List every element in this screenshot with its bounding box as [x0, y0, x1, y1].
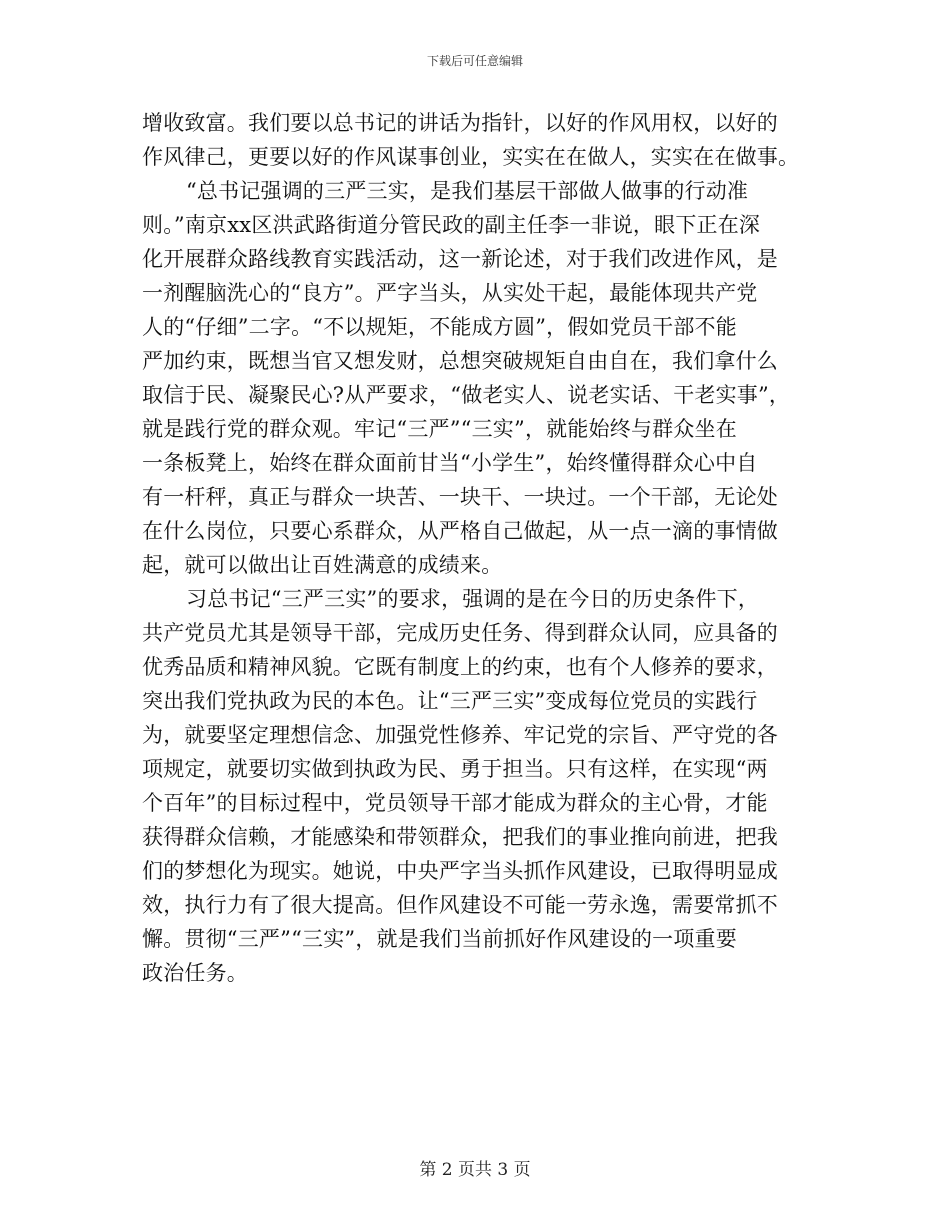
text-line: 优秀品质和精神风貌。它既有制度上的约束，也有个人修养的要求，	[142, 655, 778, 679]
text-line: 在什么岗位，只要心系群众，从严格自己做起，从一点一滴的事情做	[142, 519, 778, 543]
text-line: 个百年”的目标过程中，党员领导干部才能成为群众的主心骨，才能	[142, 791, 768, 815]
text-line: 项规定，就要切实做到执政为民、勇于担当。只有这样，在实现“两	[142, 757, 768, 781]
paragraph-start-line: “总书记强调的三严三实，是我们基层干部做人做事的行动准	[186, 179, 749, 203]
text-line: 就是践行党的群众观。牢记“三严”“三实”，就能始终与群众坐在	[142, 417, 737, 441]
text-line: 们的梦想化为现实。她说，中央严字当头抓作风建设，已取得明显成	[142, 859, 778, 883]
text-line: 化开展群众路线教育实践活动，这一新论述，对于我们改进作风，是	[142, 247, 778, 271]
text-line: 为，就要坚定理想信念、加强党性修养、牢记党的宗旨、严守党的各	[142, 723, 778, 747]
text-line: 严加约束，既想当官又想发财，总想突破规矩自由自在，我们拿什么	[142, 349, 778, 373]
text-line: 政治任务。	[142, 961, 248, 985]
paragraph-start-line: 习总书记“三严三实”的要求，强调的是在今日的历史条件下，	[186, 587, 760, 611]
page-footer: 第 2 页共 3 页	[419, 1160, 531, 1180]
text-line: 懈。贯彻“三严”“三实”，就是我们当前抓好作风建设的一项重要	[142, 927, 737, 951]
text-line: 则。”南京xx区洪武路街道分管民政的副主任李一非说，眼下正在深	[142, 213, 761, 237]
text-line: 作风律己，更要以好的作风谋事创业，实实在在做人，实实在在做事。	[142, 145, 800, 169]
text-line: 效，执行力有了很大提高。但作风建设不可能一劳永逸，需要常抓不	[142, 893, 778, 917]
text-line: 取信于民、凝聚民心?从严要求，“做老实人、说老实话、干老实事”，	[142, 383, 791, 407]
text-line: 起，就可以做出让百姓满意的成绩来。	[142, 553, 503, 577]
text-line: 增收致富。我们要以总书记的讲话为指针，以好的作风用权，以好的	[142, 111, 778, 135]
text-line: 共产党员尤其是领导干部，完成历史任务、得到群众认同，应具备的	[142, 621, 778, 645]
text-line: 人的“仔细”二字。“不以规矩，不能成方圆”，假如党员干部不能	[142, 315, 737, 339]
document-body	[142, 106, 822, 990]
text-line: 突出我们党执政为民的本色。让“三严三实”变成每位党员的实践行	[142, 689, 758, 713]
text-line: 有一杆秤，真正与群众一块苦、一块干、一块过。一个干部，无论处	[142, 485, 778, 509]
text-line: 一剂醒脑洗心的“良方”。严字当头，从实处干起，最能体现共产党	[142, 281, 758, 305]
page-header: 下载后可任意编辑	[426, 54, 523, 68]
text-line: 获得群众信赖，才能感染和带领群众，把我们的事业推向前进，把我	[142, 825, 778, 849]
text-line: 一条板凳上，始终在群众面前甘当“小学生”，始终懂得群众心中自	[142, 451, 758, 475]
